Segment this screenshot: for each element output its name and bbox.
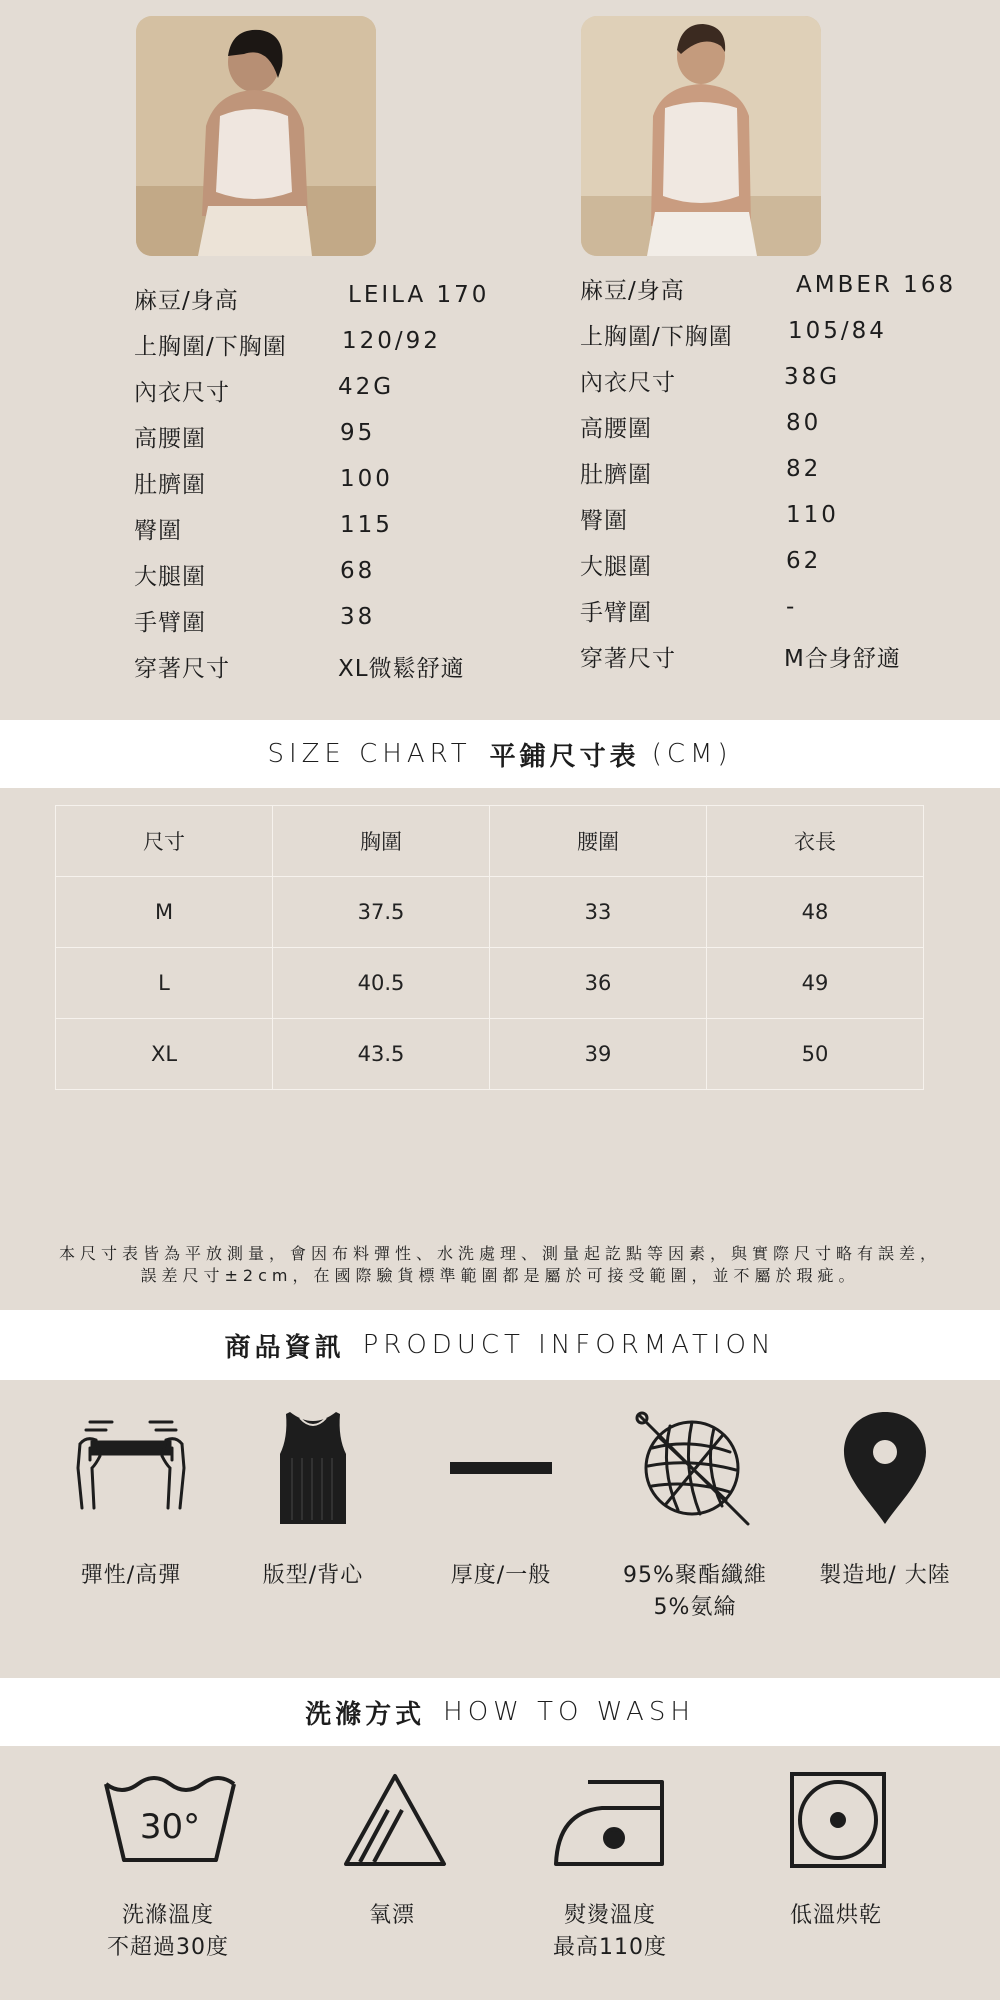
measure-value: 68 (340, 558, 376, 584)
product-info-label-2: 5%氨綸 (653, 1595, 737, 1620)
table-header-cell: 胸圍 (273, 806, 490, 877)
yarn-ball-icon (630, 1408, 760, 1528)
iron-icon (552, 1770, 668, 1870)
measure-value: 105/84 (788, 318, 887, 344)
measure-value: 38 (340, 604, 376, 630)
measure-label: 大腿圍 (134, 564, 206, 590)
measure-label: 上胸圍/下胸圍 (134, 334, 287, 360)
product-info-header (0, 1310, 1000, 1380)
product-info-label: 製造地/ 大陸 (819, 1563, 951, 1588)
measure-value: 42G (338, 374, 395, 400)
model-photo-amber (581, 16, 821, 256)
measure-value: 38G (784, 364, 841, 390)
location-pin-icon (820, 1408, 950, 1528)
measure-label: 高腰圍 (134, 426, 206, 452)
measure-value: XL微鬆舒適 (338, 656, 465, 682)
measure-value: 115 (340, 512, 393, 538)
table-row (56, 948, 924, 1019)
measure-value: 82 (786, 456, 822, 482)
wash-label-2: 不超過30度 (107, 1935, 229, 1960)
size-chart-title-cjk: 平鋪尺寸表 (489, 741, 640, 772)
wash-temp-text: 30° (139, 1807, 201, 1847)
size-chart-title-latin: SIZE CHART (267, 739, 472, 769)
measure-label: 高腰圍 (580, 416, 652, 442)
bleach-triangle-icon (340, 1770, 450, 1870)
wash-label: 熨燙溫度 (563, 1903, 656, 1928)
table-row (56, 877, 924, 948)
table-header-cell: 衣長 (707, 806, 924, 877)
measure-label: 肚臍圍 (580, 462, 652, 488)
tumble-dry-low-icon (788, 1770, 888, 1870)
measure-label: 內衣尺寸 (134, 380, 230, 406)
table-cell: 43.5 (273, 1019, 490, 1090)
table-cell: 36 (490, 948, 707, 1019)
table-cell: 33 (490, 877, 707, 948)
table-cell: 49 (707, 948, 924, 1019)
measure-label: 上胸圍/下胸圍 (580, 324, 733, 350)
product-info-title-cjk: 商品資訊 (224, 1332, 345, 1363)
measure-value: 80 (786, 410, 822, 436)
table-cell: 48 (707, 877, 924, 948)
table-header-cell: 尺寸 (56, 806, 273, 877)
measure-value: 100 (340, 466, 393, 492)
measure-label: 大腿圍 (580, 554, 652, 580)
product-info-title-latin: PRODUCT INFORMATION (362, 1330, 776, 1360)
size-table (55, 805, 924, 1090)
product-info-label: 95%聚酯纖維 (623, 1563, 767, 1588)
table-cell: L (56, 948, 273, 1019)
wash-30-icon (100, 1770, 240, 1870)
measure-value: - (786, 594, 798, 620)
measure-label: 臀圍 (134, 518, 182, 544)
table-cell: 39 (490, 1019, 707, 1090)
measure-label: 穿著尺寸 (580, 646, 676, 672)
table-cell: 40.5 (273, 948, 490, 1019)
wash-title-cjk: 洗滌方式 (305, 1699, 426, 1730)
tank-top-icon (248, 1408, 378, 1528)
measure-value: AMBER 168 (796, 272, 957, 298)
measure-label: 內衣尺寸 (580, 370, 676, 396)
measure-value: LEILA 170 (348, 282, 490, 308)
measure-value: 95 (340, 420, 376, 446)
disclaimer-line-2: 誤差尺寸±2cm，在國際驗貨標準範圍都是屬於可接受範圍，並不屬於瑕疵。 (140, 1266, 860, 1285)
product-info-label: 彈性/高彈 (80, 1563, 182, 1588)
table-row (56, 1019, 924, 1090)
table-cell: M (56, 877, 273, 948)
measure-label: 穿著尺寸 (134, 656, 230, 682)
measure-value: 120/92 (342, 328, 441, 354)
measure-value: M合身舒適 (784, 646, 901, 672)
measure-value: 62 (786, 548, 822, 574)
table-cell: XL (56, 1019, 273, 1090)
thickness-line-icon (436, 1408, 566, 1528)
measure-value: 110 (786, 502, 839, 528)
measure-label: 臀圍 (580, 508, 628, 534)
size-chart-header (0, 720, 1000, 788)
model-photo-leila (136, 16, 376, 256)
table-cell: 37.5 (273, 877, 490, 948)
measure-label: 麻豆/身高 (134, 288, 239, 314)
stretch-hands-icon (66, 1408, 196, 1528)
table-cell: 50 (707, 1019, 924, 1090)
table-header-cell: 腰圍 (490, 806, 707, 877)
wash-header (0, 1678, 1000, 1746)
wash-label: 洗滌溫度 (121, 1903, 214, 1928)
wash-label-2: 最高110度 (553, 1935, 667, 1960)
table-header-row (56, 806, 924, 877)
wash-label: 氧漂 (368, 1903, 415, 1928)
wash-title-latin: HOW TO WASH (443, 1697, 695, 1727)
measure-label: 手臂圍 (134, 610, 206, 636)
product-info-label: 厚度/一般 (450, 1563, 552, 1588)
wash-label: 低溫烘乾 (789, 1903, 882, 1928)
disclaimer-line-1: 本尺寸表皆為平放測量，會因布料彈性、水洗處理、測量起訖點等因素，與實際尺寸略有誤差， (58, 1244, 941, 1263)
measure-label: 手臂圍 (580, 600, 652, 626)
size-chart-title-unit: (CM) (651, 739, 733, 769)
measure-label: 肚臍圍 (134, 472, 206, 498)
product-info-label: 版型/背心 (262, 1563, 364, 1588)
measure-label: 麻豆/身高 (580, 278, 685, 304)
